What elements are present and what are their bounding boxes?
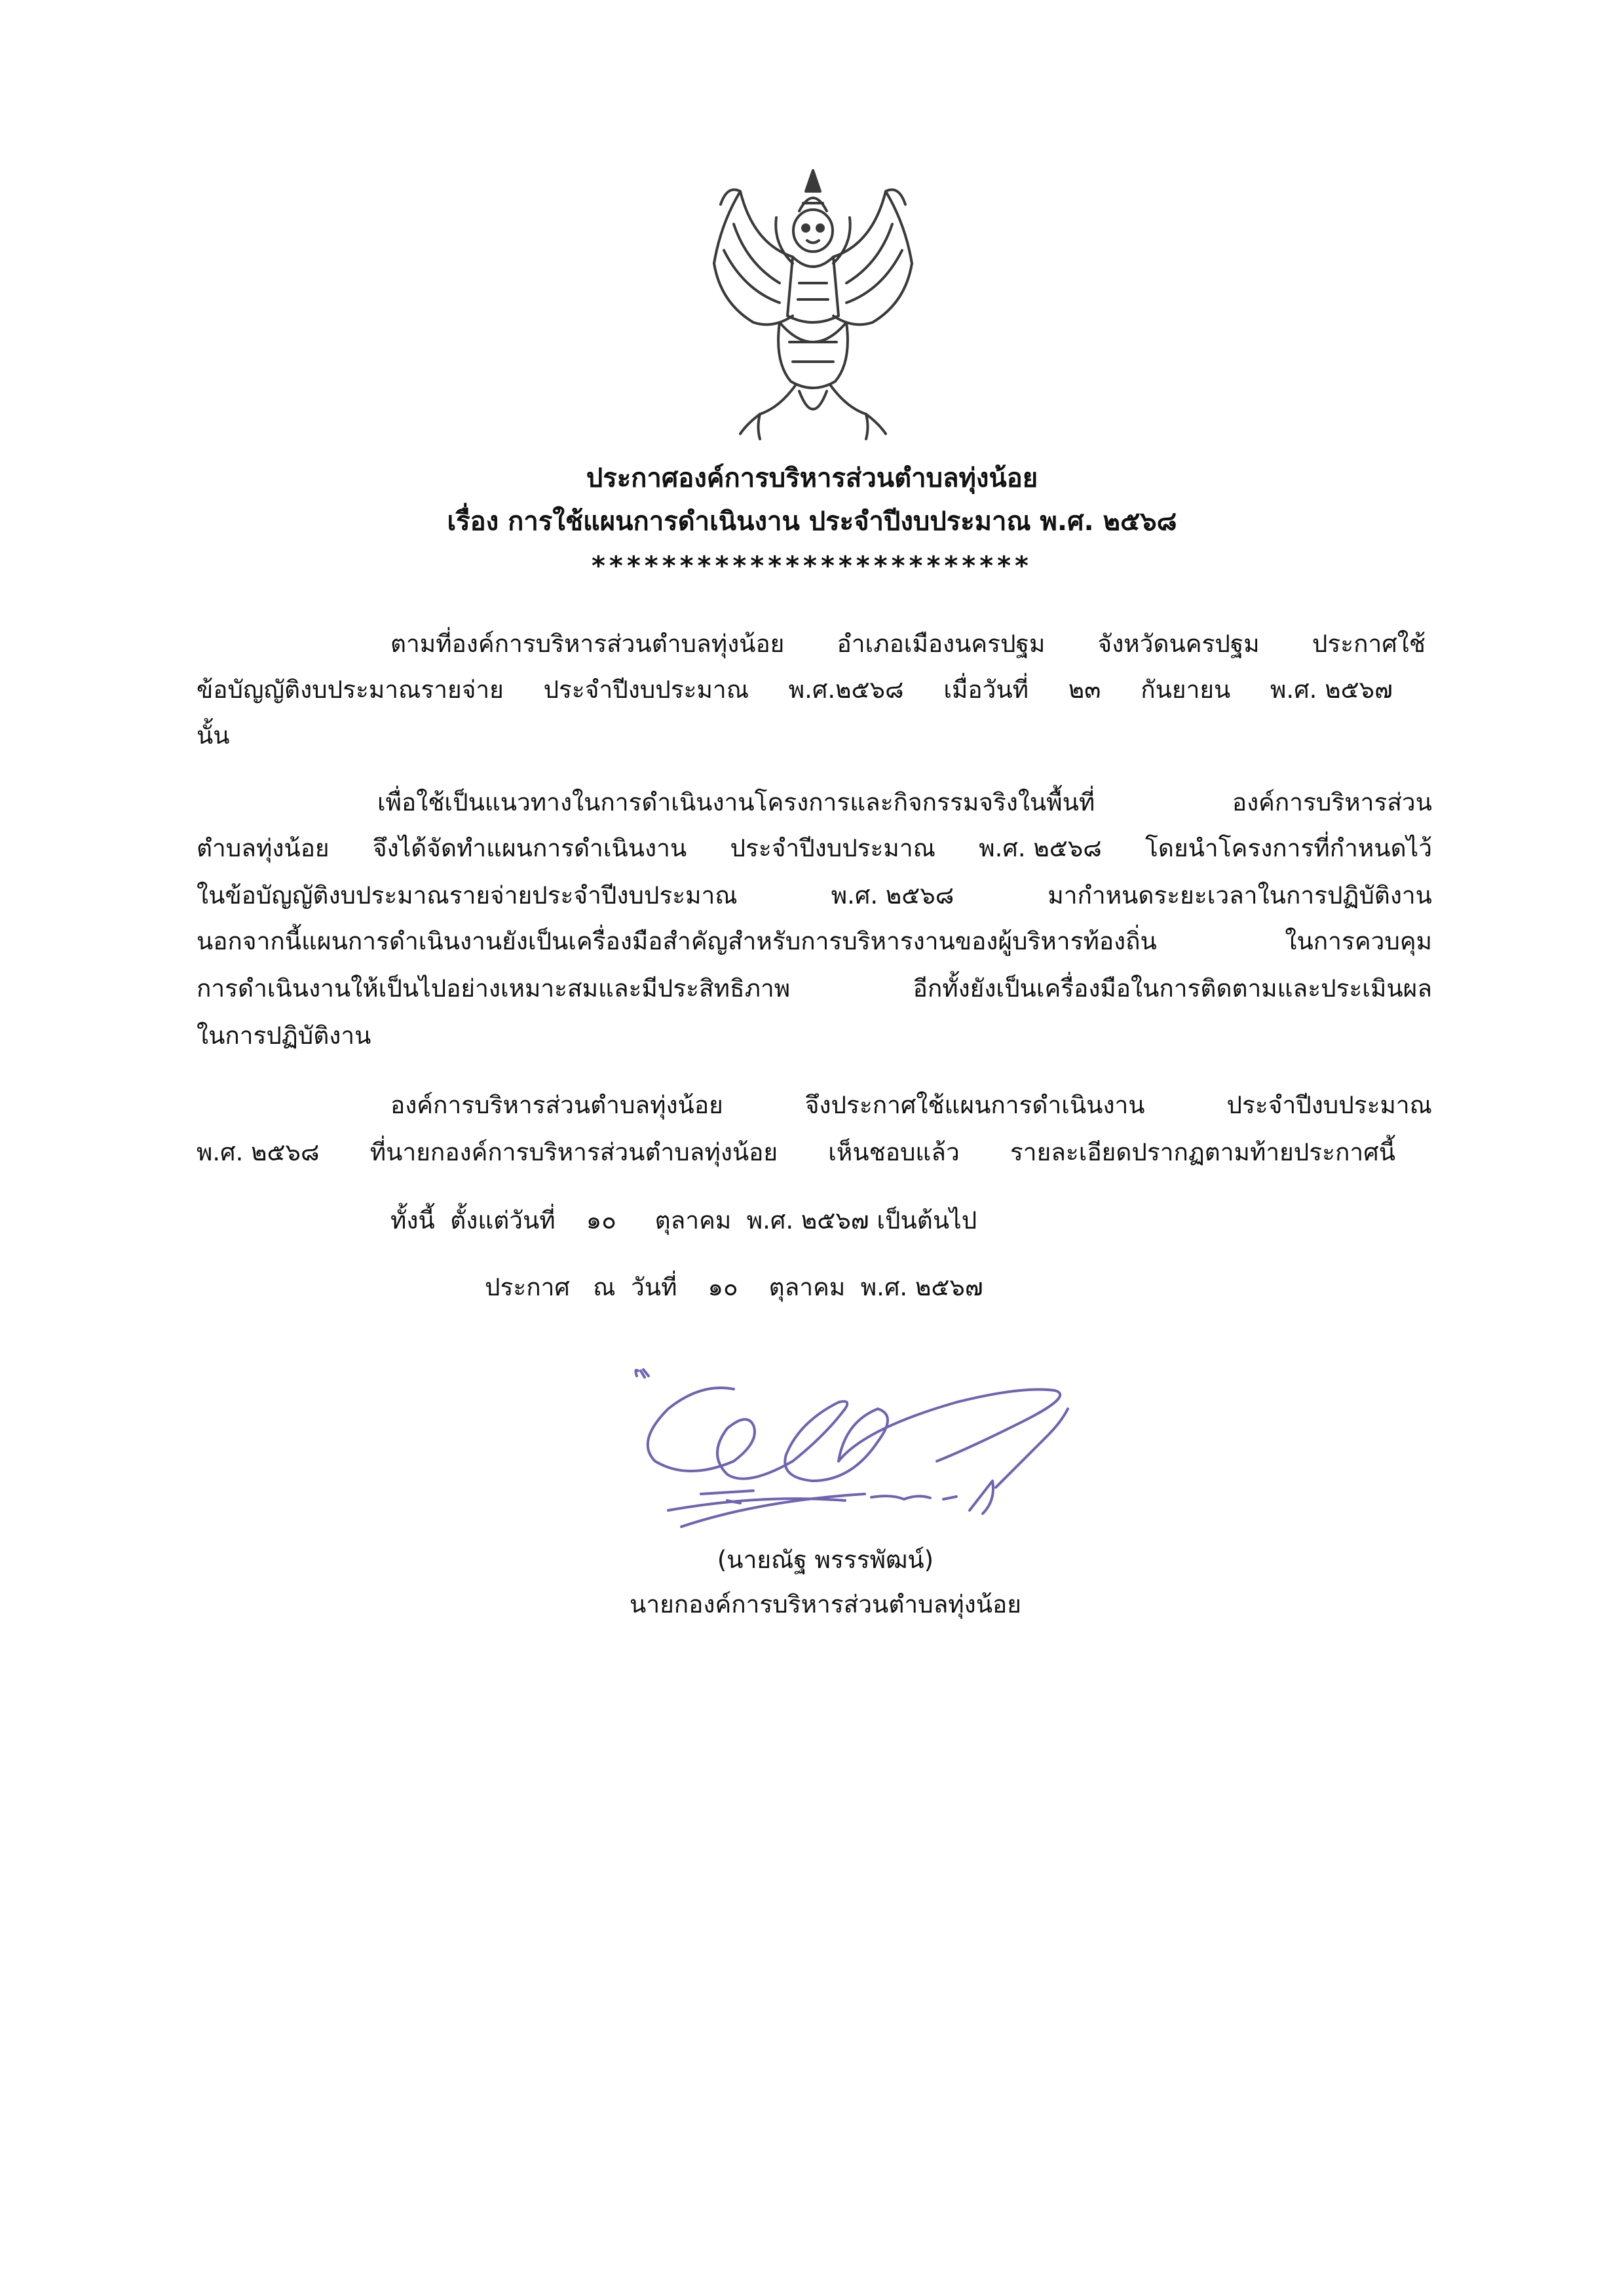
- signer-position: นายกองค์การบริหารส่วนตำบลทุ่งน้อย: [630, 1590, 1021, 1618]
- para1-line1: [390, 628, 1426, 660]
- text-segment: เมื่อวันที่: [943, 676, 1029, 704]
- text-segment: ประจำปีงบประมาณ: [1226, 1091, 1432, 1119]
- para2-line6: ในการปฏิบัติงาน: [197, 1022, 371, 1050]
- text-segment: ๒๓: [1068, 676, 1101, 704]
- announcement-subject: เรื่อง การใช้แผนการดำเนินงาน ประจำปีงบประมาณ พ.ศ. ๒๕๖๘: [447, 507, 1177, 537]
- para2-line4: [197, 925, 1432, 958]
- text-segment: จังหวัดนครปฐม: [1097, 630, 1260, 658]
- text-segment: พ.ศ. ๒๕๖๘: [979, 834, 1102, 862]
- text-segment: พ.ศ. ๒๕๖๘: [197, 1138, 320, 1166]
- text-segment: อีกทั้งยังเป็นเครื่องมือในการติดตามและประเมินผล: [913, 974, 1432, 1003]
- text-segment: การดำเนินงานให้เป็นไปอย่างเหมาะสมและมีประสิทธิภาพ: [197, 974, 791, 1003]
- para1-line2: [197, 674, 1393, 706]
- text-segment: พ.ศ. ๒๕๖๗: [1270, 676, 1393, 704]
- para2-line2: [197, 832, 1432, 865]
- text-segment: องค์การบริหารส่วน: [1232, 788, 1432, 816]
- text-segment: จึงได้จัดทำแผนการดำเนินงาน: [372, 834, 687, 862]
- title-separator: *************************: [592, 551, 1032, 581]
- text-segment: รายละเอียดปรากฏตามท้ายประกาศนี้: [1010, 1138, 1395, 1166]
- text-segment: ในการควบคุม: [1285, 927, 1432, 955]
- text-segment: องค์การบริหารส่วนตำบลทุ่งน้อย: [390, 1091, 723, 1119]
- text-segment: นอกจากนี้แผนการดำเนินงานยังเป็นเครื่องมือสำคัญสำหรับการบริหารงานของผู้บริหารท้องถิ่น: [197, 927, 1157, 955]
- text-segment: จึงประกาศใช้แผนการดำเนินงาน: [804, 1091, 1145, 1119]
- announcement-title: ประกาศองค์การบริหารส่วนตำบลทุ่งน้อย: [586, 463, 1038, 493]
- para2-line5: [197, 972, 1432, 1005]
- effective-date: ทั้งนี้ ตั้งแต่วันที่ ๑๐ ตุลาคม พ.ศ. ๒๕๖๗ เป็นต้นไป: [390, 1206, 977, 1234]
- text-segment: มากำหนดระยะเวลาในการปฏิบัติงาน: [1048, 881, 1432, 909]
- para1-line3: นั้น: [197, 721, 230, 750]
- para3-line2: [197, 1136, 1395, 1169]
- text-segment: ประกาศใช้: [1312, 630, 1426, 658]
- garuda-emblem-icon: [694, 165, 932, 447]
- text-segment: ตามที่องค์การบริหารส่วนตำบลทุ่งน้อย: [390, 630, 785, 658]
- text-segment: ข้อบัญญัติงบประมาณรายจ่าย: [197, 676, 504, 704]
- text-segment: พ.ศ.๒๕๖๘: [788, 676, 904, 704]
- text-segment: เพื่อใช้เป็นแนวทางในการดำเนินงานโครงการและกิจกรรมจริงในพื้นที่: [377, 788, 1095, 816]
- signature-icon: [629, 1363, 1114, 1540]
- signer-name: (นายณัฐ พรรรพัฒน์): [717, 1546, 934, 1574]
- announcement-date: ประกาศ ณ วันที่ ๑๐ ตุลาคม พ.ศ. ๒๕๖๗: [485, 1273, 983, 1301]
- text-segment: พ.ศ. ๒๕๖๘: [831, 881, 954, 909]
- text-segment: ในข้อบัญญัติงบประมาณรายจ่ายประจำปีงบประมาณ: [197, 881, 738, 909]
- text-segment: เห็นชอบแล้ว: [828, 1138, 960, 1166]
- text-segment: ประจำปีงบประมาณ: [543, 676, 749, 704]
- text-segment: กันยายน: [1141, 676, 1231, 704]
- text-segment: อำเภอเมืองนครปฐม: [837, 630, 1046, 658]
- para3-line1: [390, 1089, 1432, 1122]
- para2-line1: [377, 786, 1432, 819]
- text-segment: ประจำปีงบประมาณ: [730, 834, 935, 862]
- para2-line3: [197, 879, 1432, 912]
- text-segment: ที่นายกองค์การบริหารส่วนตำบลทุ่งน้อย: [369, 1138, 778, 1166]
- text-segment: ตำบลทุ่งน้อย: [197, 834, 330, 862]
- text-segment: โดยนำโครงการที่กำหนดไว้: [1145, 834, 1432, 862]
